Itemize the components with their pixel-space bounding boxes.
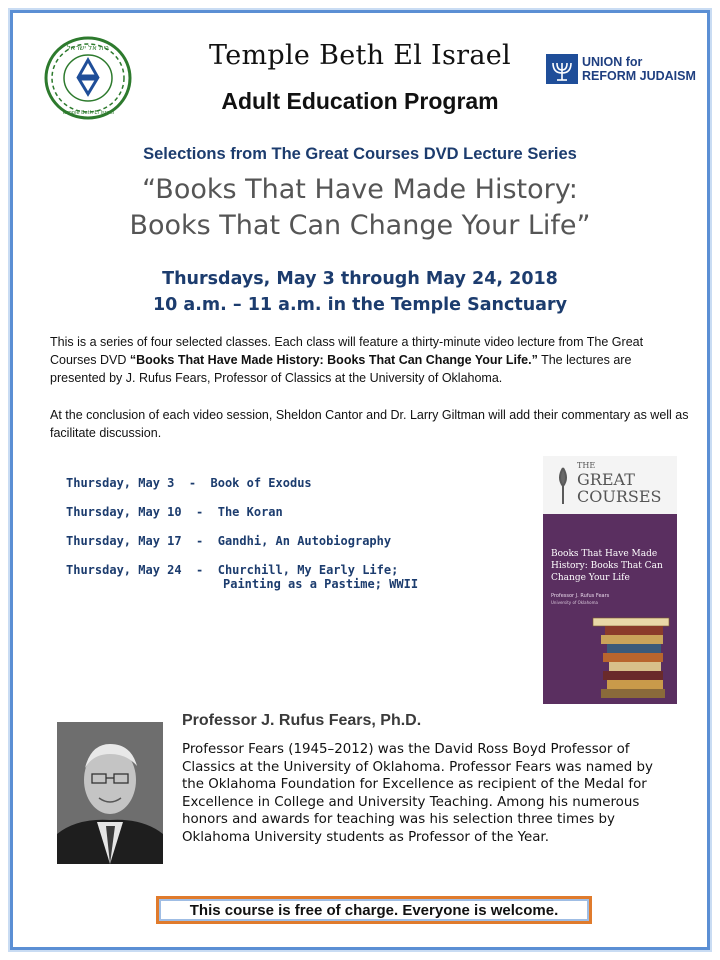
schedule-item-continuation: Painting as a Pastime; WWII — [223, 577, 419, 591]
menorah-icon — [546, 54, 578, 84]
schedule-item: Thursday, May 3 - Book of Exodus — [66, 476, 312, 490]
time-line: 10 a.m. – 11 a.m. in the Temple Sanctuary — [152, 295, 568, 315]
cover-title-2: History: Books That Can — [551, 561, 663, 571]
schedule-item: Thursday, May 17 - Gandhi, An Autobiography — [66, 534, 392, 548]
class-schedule — [66, 476, 526, 592]
desc-suffix: The lectures are presented by J. Rufus Fears, Professor of Classics at the University of Oklahoma. — [50, 353, 632, 385]
organization-name: Temple Beth El Israel — [209, 40, 511, 71]
program-name: Adult Education Program — [221, 88, 499, 114]
schedule-item: Thursday, May 10 - The Koran — [66, 505, 283, 519]
cover-author: Professor J. Rufus Fears — [551, 593, 610, 599]
brand-the: THE — [577, 461, 596, 470]
series-title — [40, 172, 680, 244]
date-line: Thursdays, May 3 through May 24, 2018 — [162, 269, 558, 289]
brand-great: GREAT — [577, 470, 635, 489]
great-courses-dvd-cover — [543, 456, 677, 704]
desc-prefix: This is a series of four selected classes. Each class will feature a thirty-minute video lecture from The Great Courses DVD — [50, 335, 644, 367]
desc-course-title: “Books That Have Made History: Books That Can Change Your Life.” — [129, 353, 538, 367]
series-selection: Selections from The Great Courses DVD Lecture Series — [143, 145, 577, 163]
urj-line1: UNION for — [582, 55, 643, 69]
professor-photo — [57, 722, 163, 864]
svg-text:Temple Beth El Israel: Temple Beth El Israel — [61, 110, 115, 116]
cover-title-3: Change Your Life — [551, 573, 630, 583]
professor-name: Professor J. Rufus Fears, Ph.D. — [182, 712, 422, 729]
free-admission-notice: This course is free of charge. Everyone is welcome. — [156, 896, 592, 924]
cover-affiliation: University of Oklahoma — [551, 600, 598, 605]
cover-title-1: Books That Have Made — [551, 549, 658, 559]
brand-courses: COURSES — [577, 487, 662, 506]
svg-text:בית אל ישראל: בית אל ישראל — [66, 44, 110, 52]
union-reform-judaism-logo — [546, 52, 696, 86]
schedule-item: Thursday, May 24 - Churchill, My Early Life; Painting as a Pastime; WWII — [66, 563, 526, 592]
title-line-2: Books That Can Change Your Life” — [129, 210, 591, 241]
title-line-1: “Books That Have Made History: — [142, 174, 578, 205]
description-paragraph-1 — [50, 333, 690, 387]
description-paragraph-2: At the conclusion of each video session, Sheldon Cantor and Dr. Larry Giltman will add their commentary as well as facilitate discussion. — [50, 408, 689, 440]
urj-line2: REFORM JUDAISM — [582, 69, 696, 83]
schedule-summary — [40, 266, 680, 318]
temple-seal-logo — [44, 36, 132, 120]
professor-bio: Professor Fears (1945–2012) was the David Ross Boyd Professor of Classics at the University of Oklahoma. Professor Fears was named by the Oklahoma Foundation for Excellence as recipient of the Medal for Excellence in College and University Teaching. Among his numerous honors and awards for teaching was his selection three times by Oklahoma University students as Professor of the Year. — [182, 742, 653, 845]
